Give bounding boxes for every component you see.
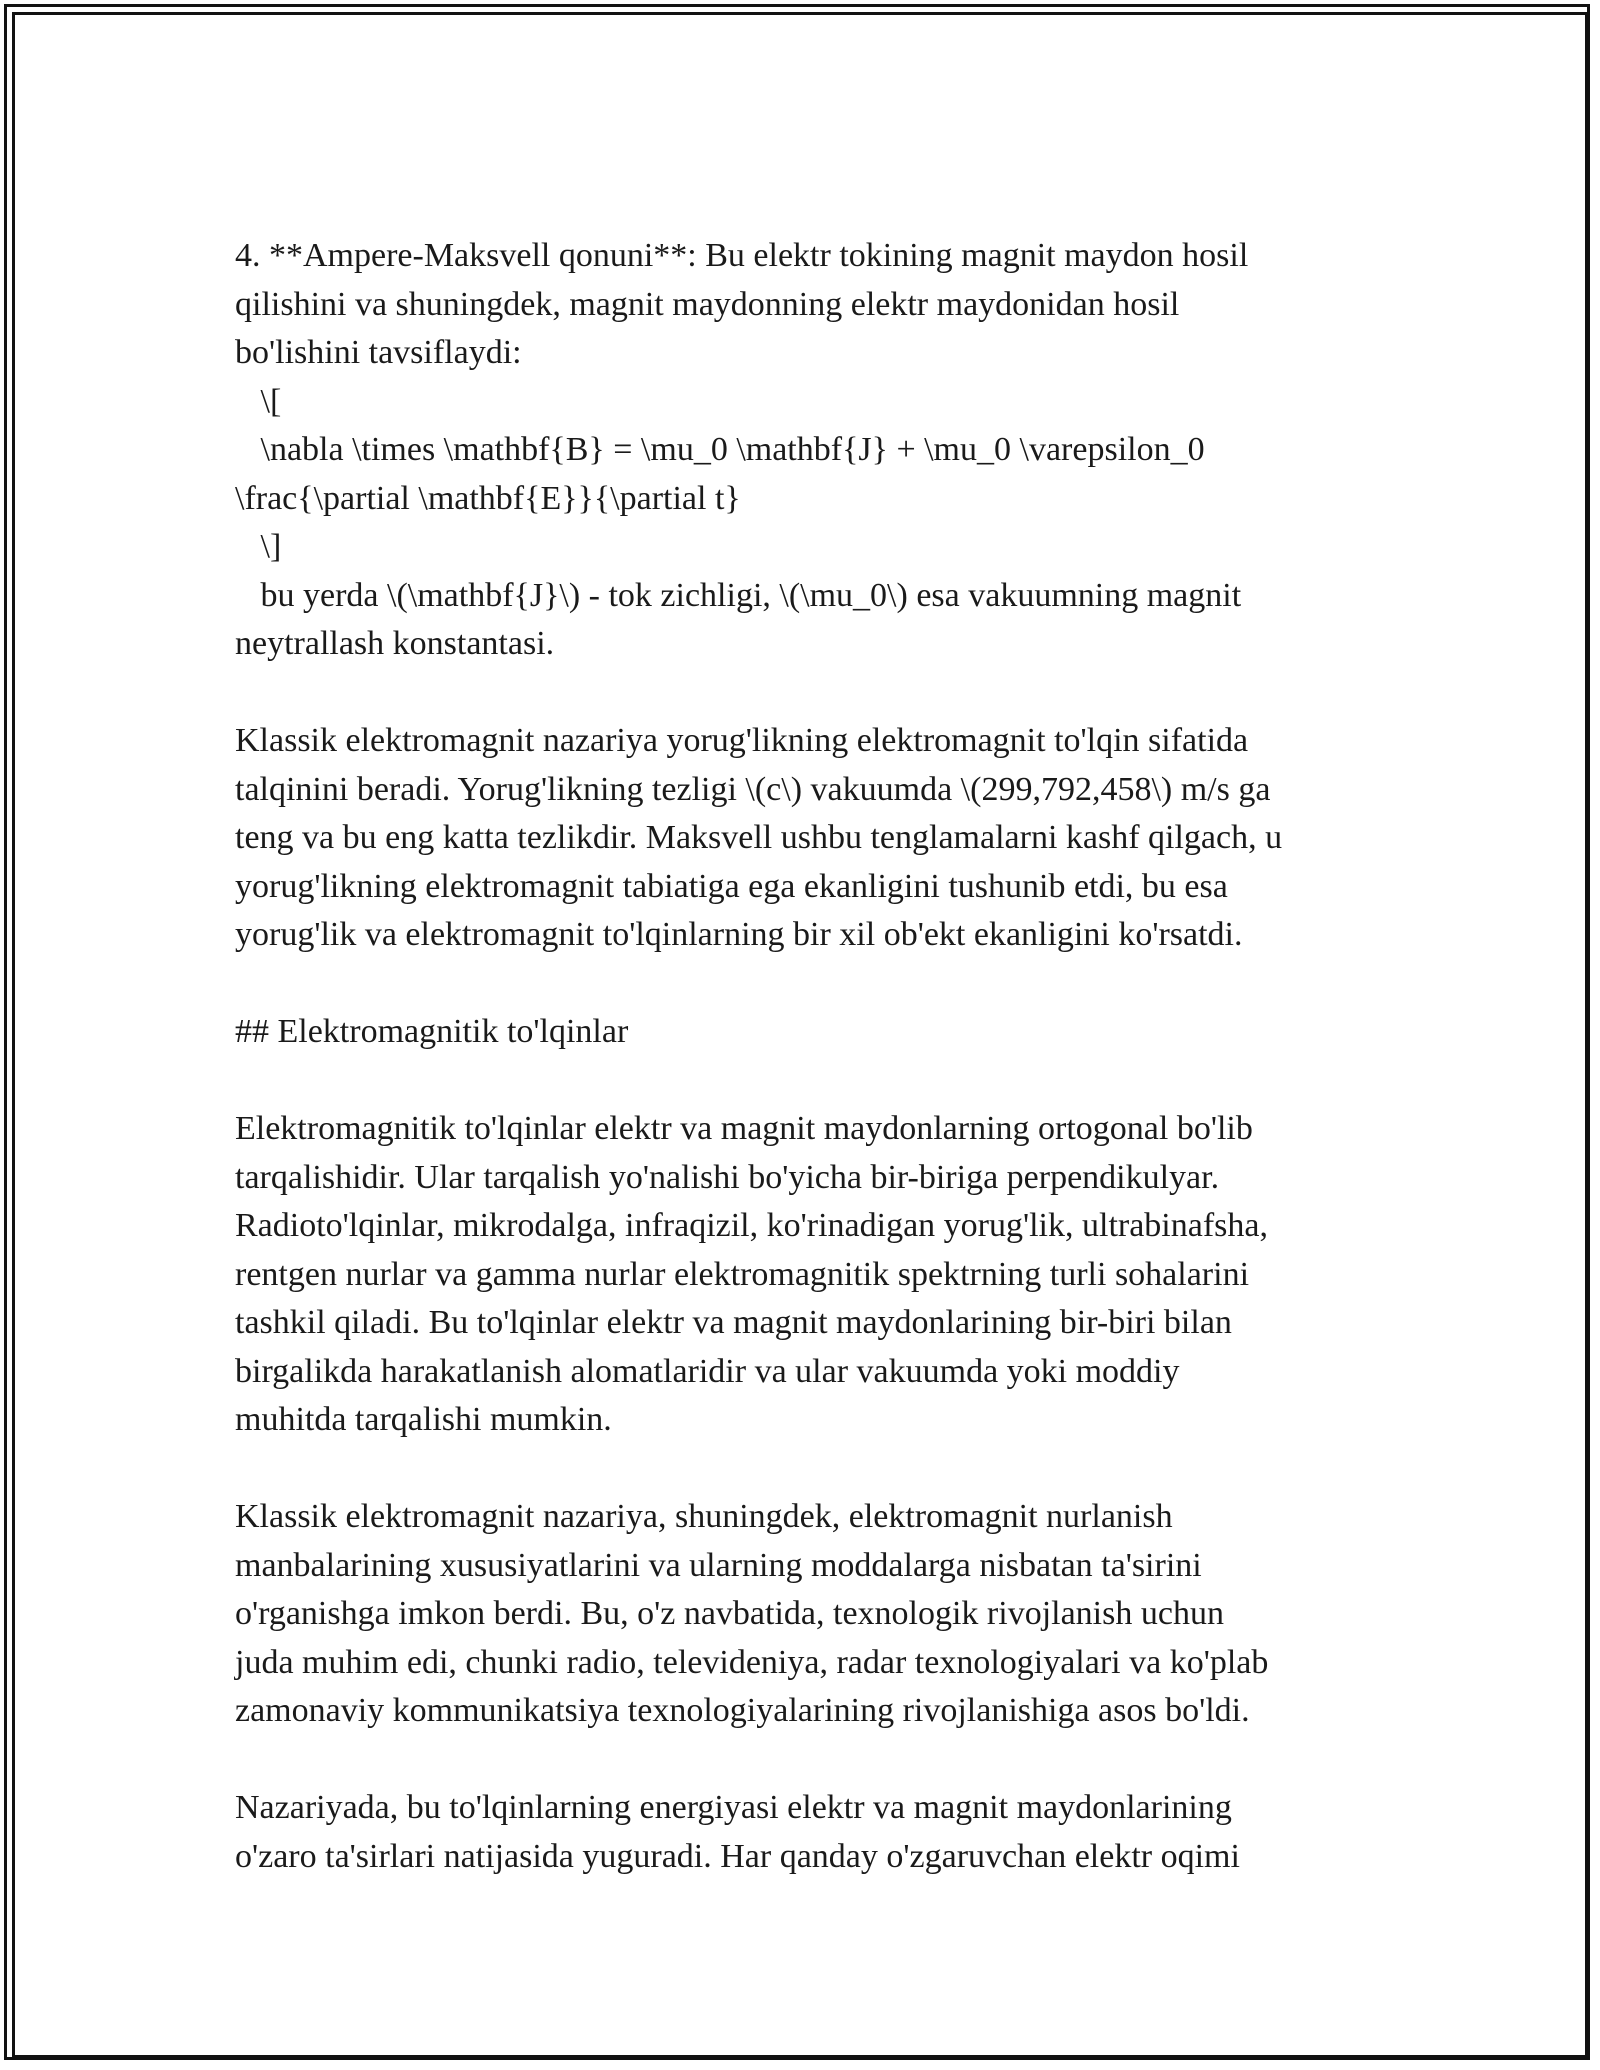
equation-open-line: \[ <box>235 382 282 420</box>
text-line: o'rganishga imkon berdi. Bu, o'z navbatida, texnologik rivojlanish uchun <box>235 1595 1224 1632</box>
text-line: manbalarining xususiyatlarini va ularning moddalarga nisbatan ta'sirini <box>235 1546 1202 1584</box>
list-item-ampere-maxwell-law <box>235 232 1395 669</box>
paragraph-light-theory <box>235 717 1395 960</box>
text-line: tarqalishidir. Ular tarqalish yo'nalishi bo'yicha bir-biriga perpendikulyar. <box>235 1158 1220 1196</box>
text-line: bu yerda \(\mathbf{J}\) - tok zichligi, \(\mu_0\) esa vakuumning magnit <box>235 576 1242 614</box>
text-line: rentgen nurlar va gamma nurlar elektromagnitik spektrning turli sohalarini <box>235 1255 1250 1293</box>
text-line: neytrallash konstantasi. <box>235 625 555 662</box>
text-line: Radioto'lqinlar, mikrodalga, infraqizil, ko'rinadigan yorug'lik, ultrabinafsha, <box>235 1207 1268 1244</box>
paragraph-wave-energy <box>235 1784 1395 1881</box>
text-line: bo'lishini tavsiflaydi: <box>235 334 522 371</box>
text-line: yorug'lik va elektromagnit to'lqinlarning bir xil ob'ekt ekanligini ko'rsatdi. <box>235 916 1243 953</box>
document-body <box>235 232 1395 1930</box>
text-line: muhitda tarqalishi mumkin. <box>235 1401 612 1438</box>
text-line: Klassik elektromagnit nazariya, shuningdek, elektromagnit nurlanish <box>235 1498 1173 1535</box>
text-line: juda muhim edi, chunki radio, televideniya, radar texnologiyalari va ko'plab <box>235 1643 1269 1681</box>
text-line: yorug'likning elektromagnit tabiatiga ega ekanligini tushunib etdi, bu esa <box>235 867 1228 905</box>
paragraph-em-waves <box>235 1105 1395 1445</box>
equation-line: \frac{\partial \mathbf{E}}{\partial t} <box>235 479 741 517</box>
text-line: talqinini beradi. Yorug'likning tezligi \(c\) vakuumda \(299,792,458\) m/s ga <box>235 770 1271 808</box>
text-line: zamonaviy kommunikatsiya texnologiyalarining rivojlanishiga asos bo'ldi. <box>235 1692 1250 1729</box>
text-line: o'zaro ta'sirlari natijasida yuguradi. Har qanday o'zgaruvchan elektr oqimi <box>235 1837 1240 1875</box>
heading-text: ## Elektromagnitik to'lqinlar <box>235 1013 629 1050</box>
text-line: birgalikda harakatlanish alomatlaridir va ular vakuumda yoki moddiy <box>235 1352 1180 1390</box>
equation-close-line: \] <box>235 528 282 565</box>
text-line: Klassik elektromagnit nazariya yorug'likning elektromagnit to'lqin sifatida <box>235 722 1249 759</box>
text-line: qilishini va shuningdek, magnit maydonning elektr maydonidan hosil <box>235 285 1180 323</box>
equation-line: \nabla \times \mathbf{B} = \mu_0 \mathbf{J} + \mu_0 \varepsilon_0 <box>235 431 1205 468</box>
text-line: Nazariyada, bu to'lqinlarning energiyasi elektr va magnit maydonlarining <box>235 1789 1232 1826</box>
text-line: tashkil qiladi. Bu to'lqinlar elektr va magnit maydonlarining bir-biri bilan <box>235 1304 1232 1341</box>
text-line: 4. **Ampere-Maksvell qonuni**: Bu elektr tokining magnit maydon hosil <box>235 237 1249 274</box>
text-line: Elektromagnitik to'lqinlar elektr va magnit maydonlarning ortogonal bo'lib <box>235 1110 1253 1147</box>
text-line: teng va bu eng katta tezlikdir. Maksvell ushbu tenglamalarni kashf qilgach, u <box>235 819 1283 856</box>
paragraph-radiation-sources <box>235 1493 1395 1736</box>
section-heading <box>235 1008 1395 1057</box>
